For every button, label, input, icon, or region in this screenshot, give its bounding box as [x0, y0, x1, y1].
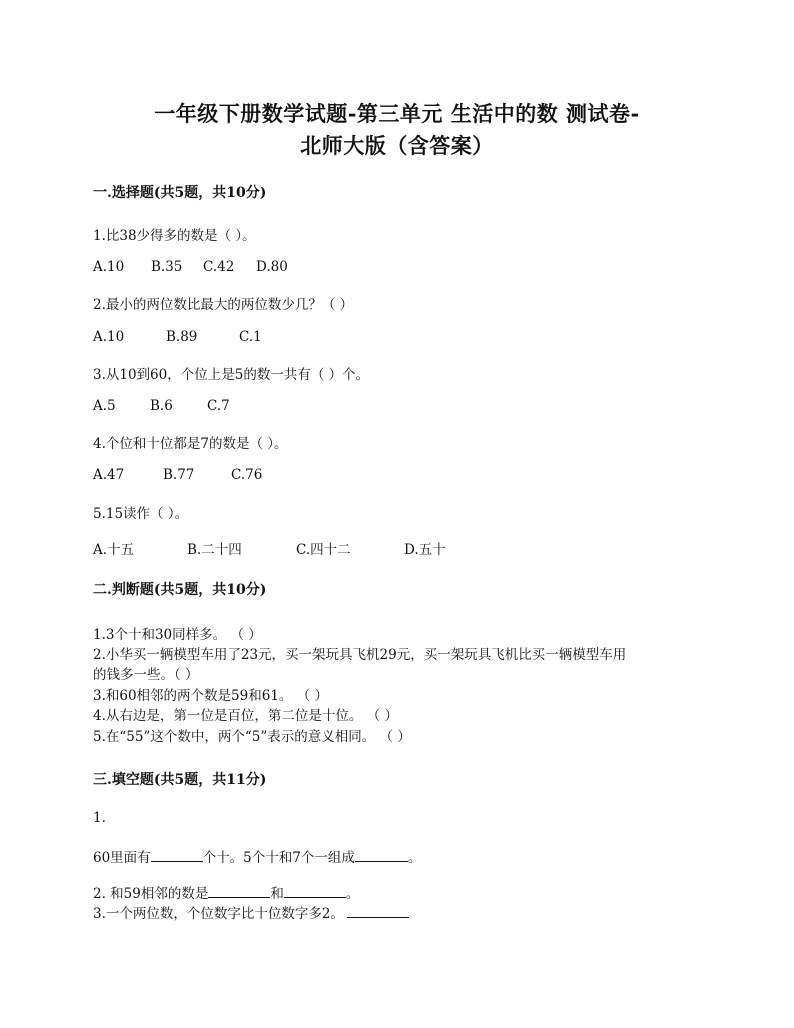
option-c: C.1: [239, 329, 262, 345]
fill-1-text-a: 60里面有: [93, 850, 151, 866]
fill-3-blank: [347, 905, 409, 918]
fill-1-blank-2: [355, 849, 408, 862]
section-heading-choice: 一.选择题(共5题，共10分): [93, 185, 267, 201]
judgment-2-cont: 的钱多一些。（ ）: [93, 667, 199, 683]
fill-2-text-a: 2. 和59相邻的数是: [93, 886, 209, 902]
fill-2: [93, 882, 359, 902]
fill-1-blank-1: [151, 849, 203, 862]
fill-2-blank-2: [284, 885, 346, 898]
option-b: B.二十四: [187, 542, 242, 558]
question-1: 1.比38少得多的数是（ ）。: [93, 228, 256, 244]
question-4-options: [93, 467, 262, 483]
question-3-options: [93, 398, 230, 414]
option-c: C.76: [231, 467, 263, 483]
fill-2-blank-1: [208, 885, 270, 898]
option-a: A.5: [93, 398, 116, 414]
fill-1-number: 1.: [93, 810, 106, 826]
doc-title-line2: 北师大版（含答案）: [300, 133, 494, 158]
question-2: 2.最小的两位数比最大的两位数少几？（ ）: [93, 297, 354, 313]
option-b: B.6: [150, 398, 173, 414]
fill-2-text-c: 。: [345, 886, 360, 902]
question-2-options: [93, 329, 262, 345]
option-d: D.80: [256, 259, 288, 275]
option-a: A.10: [93, 259, 125, 275]
option-c: C.42: [203, 259, 235, 275]
judgment-4: 4.从右边是，第一位是百位，第二位是十位。 （ ）: [93, 708, 398, 724]
fill-1: [93, 846, 421, 866]
doc-title-line1: 一年级下册数学试题-第三单元 生活中的数 测试卷-: [154, 101, 640, 126]
question-5-options: [93, 538, 446, 558]
fill-2-text-b: 和: [270, 886, 284, 902]
judgment-1: 1.3个十和30同样多。 （ ）: [93, 627, 262, 643]
section-heading-fill-blank: 三.填空题(共5题，共11分): [93, 772, 267, 788]
option-a: A.十五: [93, 542, 135, 558]
judgment-2: 2.小华买一辆模型车用了23元，买一架玩具飞机29元，买一架玩具飞机比买一辆模型车用: [93, 647, 627, 663]
option-c: C.四十二: [296, 542, 351, 558]
question-3: 3.从10到60，个位上是5的数一共有（ ）个。: [93, 367, 370, 383]
judgment-3: 3.和60相邻的两个数是59和61。 （ ）: [93, 688, 328, 704]
option-b: B.35: [151, 259, 183, 275]
question-4: 4.个位和十位都是7的数是（ ）。: [93, 436, 288, 452]
fill-3-text: 3.一个两位数，个位数字比十位数字多2。: [93, 906, 344, 922]
option-b: B.77: [163, 467, 195, 483]
judgment-5: 5.在“55”这个数中，两个“5”表示的意义相同。 （ ）: [93, 729, 411, 745]
option-d: D.五十: [404, 542, 446, 558]
question-5: 5.15读作（ ）。: [93, 506, 189, 522]
option-c: C.7: [207, 398, 230, 414]
fill-3: [93, 902, 409, 922]
section-heading-judgment: 二.判断题(共5题，共10分): [93, 582, 267, 598]
option-b: B.89: [166, 329, 198, 345]
option-a: A.10: [93, 329, 125, 345]
fill-1-text-b: 个十。5个十和7个一组成: [202, 850, 355, 866]
fill-1-text-c: 。: [407, 850, 422, 866]
option-a: A.47: [93, 467, 125, 483]
question-1-options: [93, 259, 288, 275]
